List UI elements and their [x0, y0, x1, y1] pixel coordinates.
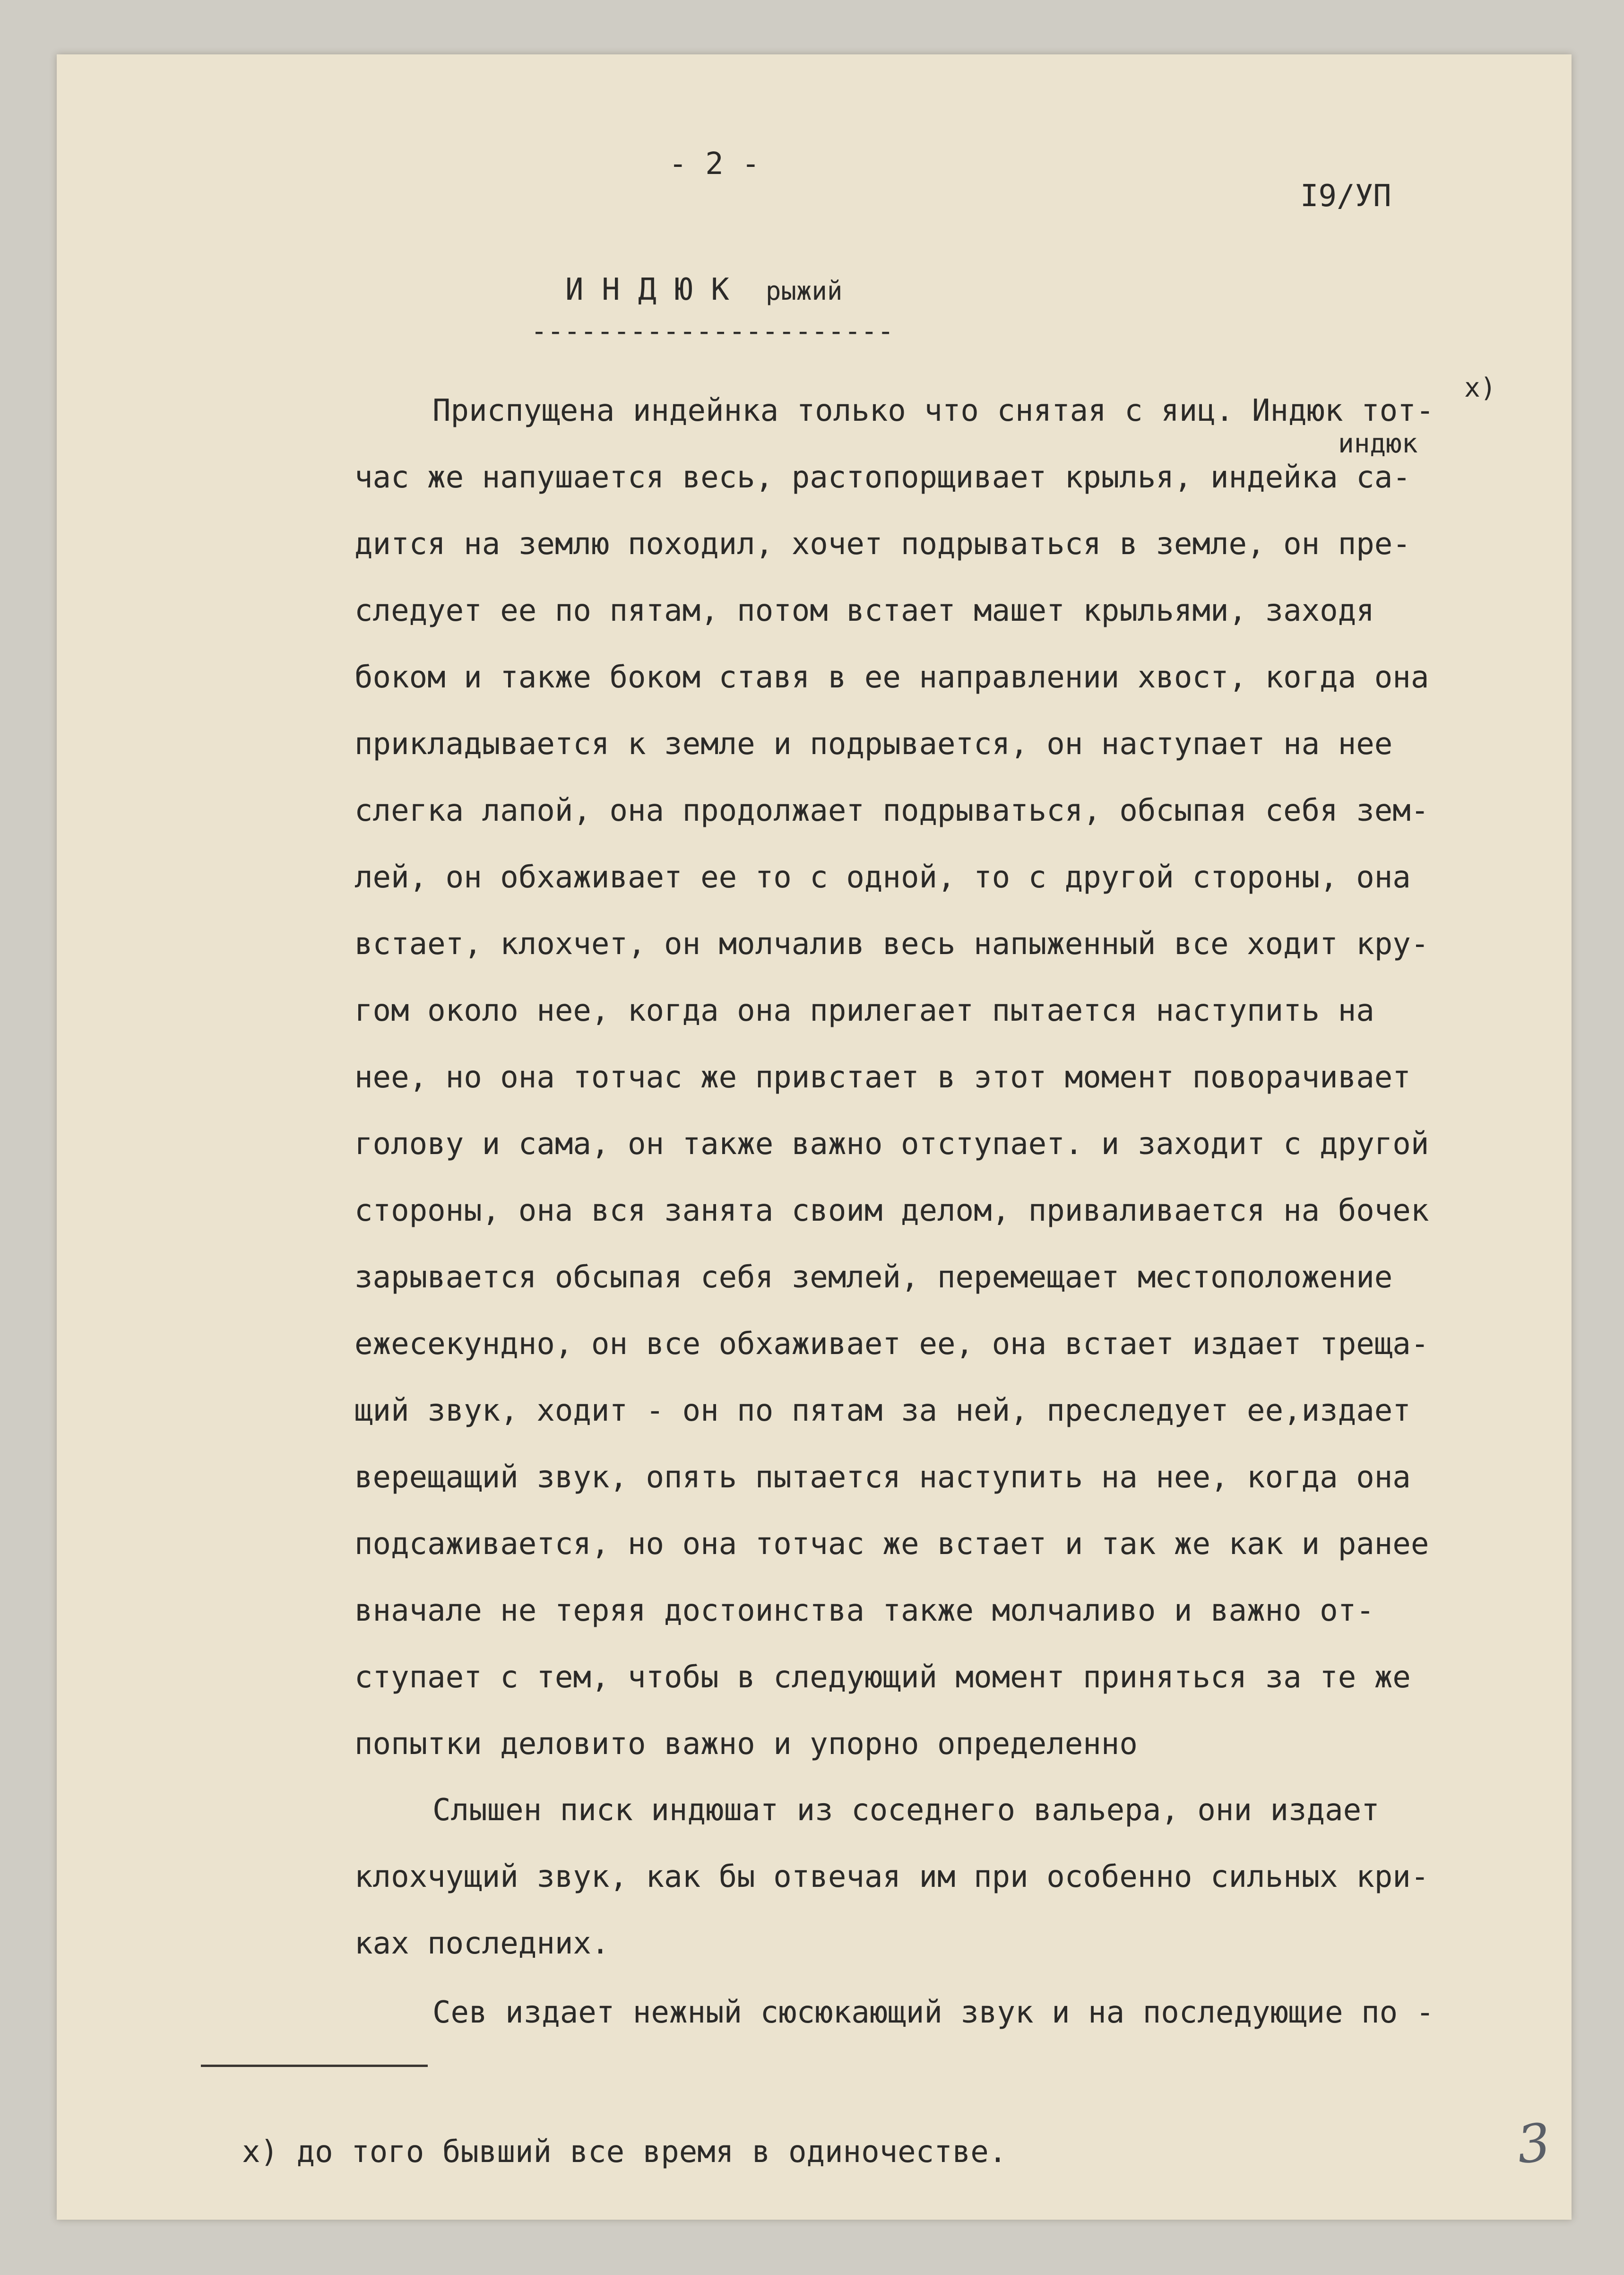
body-line: Слышен писк индюшат из соседнего вальера, они издает [432, 1793, 1380, 1828]
body-line: клохчущий звук, как бы отвечая им при особенно сильных кри- [354, 1859, 1429, 1894]
body-line: Приспущена индейнка только что снятая с яиц. Индюк тот- [432, 393, 1434, 428]
document-title [565, 272, 843, 307]
body-line: вначале не теряя достоинства также молчаливо и важно от- [354, 1593, 1374, 1628]
handwritten-insertion: индюк [1338, 428, 1418, 459]
body-line: зарывается обсыпая себя землей, перемещает местоположение [354, 1260, 1393, 1295]
body-line: ежесекундно, он все обхаживает ее, она встает издает треща- [354, 1327, 1429, 1362]
title-word: рыжий [765, 276, 843, 306]
body-line: слегка лапой, она продолжает подрываться, обсыпая себя зем- [354, 793, 1429, 828]
body-line: щий звук, ходит - он по пятам за ней, преследует ее,издает [354, 1393, 1411, 1428]
body-line: попытки деловито важно и упорно определенно [354, 1727, 1138, 1762]
handwritten-archive-number: 3 [1514, 2111, 1554, 2176]
document-page [57, 54, 1572, 2220]
body-line: час же напушается весь, растопорщивает крылья, индейка са- [354, 460, 1411, 495]
document-code: I9/УП [1300, 179, 1391, 214]
body-line: ступает с тем, чтобы в следующий момент приняться за те же [354, 1660, 1411, 1695]
footnote-mark: x) [1464, 373, 1496, 403]
body-line: нее, но она тотчас же привстает в этот момент поворачивает [354, 1060, 1411, 1095]
body-line: прикладывается к земле и подрывается, он наступает на нее [354, 727, 1393, 762]
body-line: голову и сама, он также важно отступает. и заходит с другой [354, 1127, 1429, 1162]
title-spaced: И Н Д Ю К [565, 272, 729, 307]
body-line: лей, он обхаживает ее то с одной, то с другой стороны, она [354, 860, 1411, 895]
footnote-separator [201, 2065, 428, 2067]
body-line: следует ее по пятам, потом встает машет крыльями, заходя [354, 593, 1374, 628]
body-line: подсаживается, но она тотчас же встает и так же как и ранее [354, 1527, 1429, 1562]
body-line: стороны, она вся занята своим делом, приваливается на бочек [354, 1193, 1429, 1228]
footnote-text: x) до того бывший все время в одиночестве. [242, 2135, 1007, 2170]
body-line: ках последних. [354, 1926, 610, 1961]
body-line: дится на землю походил, хочет подрываться в земле, он пре- [354, 527, 1411, 562]
page-number: - 2 - [669, 147, 760, 182]
body-line: гом около нее, когда она прилегает пытается наступить на [354, 993, 1374, 1028]
title-underline: ---------------------- [531, 315, 894, 347]
body-line: встает, клохчет, он молчалив весь напыженный все ходит кру- [354, 927, 1429, 962]
body-line: Сев издает нежный сюсюкающий звук и на последующие по - [432, 1995, 1434, 2030]
body-line: верещащий звук, опять пытается наступить на нее, когда она [354, 1460, 1411, 1495]
body-line: боком и также боком ставя в ее направлении хвост, когда она [354, 660, 1429, 695]
